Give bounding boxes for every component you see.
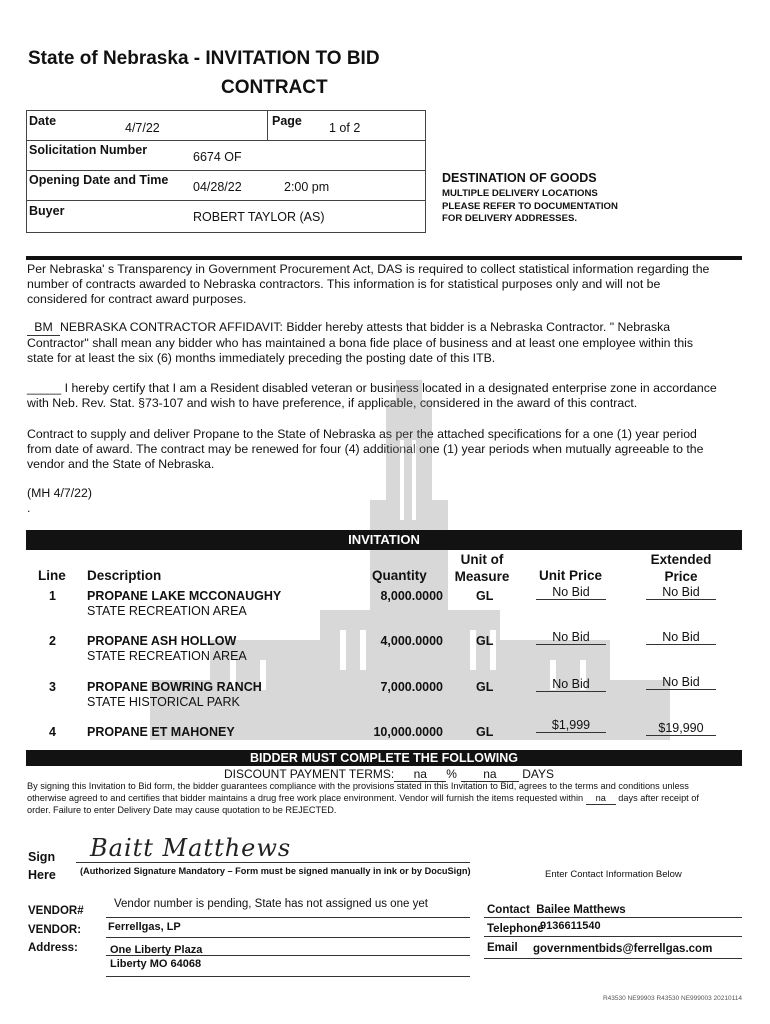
page-value: 1 of 2 — [329, 121, 361, 135]
address-field[interactable]: One Liberty Plaza Liberty MO 64068 — [110, 944, 203, 970]
revision-dot: . — [27, 501, 31, 515]
col-quantity-header: Quantity — [372, 568, 427, 583]
delivery-days-field[interactable]: na — [586, 793, 616, 806]
row-uom: GL — [476, 680, 494, 694]
col-description-header: Description — [87, 568, 162, 583]
vendor-number-value[interactable]: Vendor number is pending, State has not assigned us one yet — [114, 898, 428, 910]
authorized-note: (Authorized Signature Mandatory – Form must be signed manually in ink or by DocuSign) — [80, 866, 471, 876]
document-title: State of Nebraska - INVITATION TO BID — [28, 48, 380, 69]
address-line-1 — [106, 955, 470, 956]
veteran-paragraph: _____ I hereby certify that I am a Resident disabled veteran or business located in a designated enterprise zone in accordance with Neb. Rev. Stat. §73-107 and wish to have preference, if applicable, considered in the award of this contract. — [27, 381, 717, 410]
affidavit-paragraph: BM NEBRASKA CONTRACTOR AFFIDAVIT: Bidder hereby attests that bidder is a Nebraska Contractor. " Nebraska Contractor" shall mean any bidder who has maintained a bona fide place of business and at least one employee within this state for at least the six (6) months immediately preceding the posting date of this ITB. — [27, 320, 694, 365]
signature-line — [76, 862, 470, 863]
extended-price-field[interactable]: $19,990 — [646, 721, 716, 736]
col-extended-price-header: Extended Price — [650, 552, 712, 584]
destination-line: FOR DELIVERY ADDRESSES. — [442, 213, 578, 224]
table-row — [0, 718, 770, 746]
destination-line: MULTIPLE DELIVERY LOCATIONS — [442, 188, 598, 199]
row-uom: GL — [476, 634, 494, 648]
row-description: PROPANE BOWRING RANCH — [87, 680, 262, 694]
email-label: Email — [487, 942, 518, 954]
address-line-2 — [106, 976, 470, 977]
row-quantity: 10,000.0000 — [373, 725, 443, 739]
opening-date: 04/28/22 — [193, 180, 242, 194]
veteran-initials-field[interactable]: _____ — [27, 381, 62, 395]
transparency-paragraph: Per Nebraska' s Transparency in Government Procurement Act, DAS is required to collect statistical information regarding the number of contracts awarded to Nebraska contractors. This information is for statistical purposes only and will not be considered for contract award purposes. — [27, 262, 710, 306]
row-description-sub: STATE RECREATION AREA — [87, 649, 247, 663]
discount-terms: DISCOUNT PAYMENT TERMS: na % na DAYS — [224, 767, 555, 781]
vendor-number-label: VENDOR# — [28, 905, 84, 917]
email-field[interactable]: governmentbids@ferrellgas.com — [533, 943, 713, 955]
destination-details — [442, 188, 618, 226]
bidder-bar: BIDDER MUST COMPLETE THE FOLLOWING — [26, 750, 742, 766]
sign-here-label: Sign Here — [28, 850, 56, 882]
invitation-bar: INVITATION — [26, 530, 742, 550]
opening-label: Opening Date and Time — [29, 173, 169, 187]
signature-field[interactable]: Baitt Matthews — [90, 834, 292, 862]
document-subtitle: CONTRACT — [221, 77, 328, 98]
table-row — [0, 585, 770, 628]
vendor-number-line — [106, 917, 470, 918]
contact-name-field[interactable]: Bailee Matthews — [536, 904, 626, 916]
row-description-sub: STATE RECREATION AREA — [87, 604, 247, 618]
discount-days-field[interactable]: na — [461, 767, 519, 782]
address-label: Address: — [28, 942, 78, 954]
section-divider — [26, 256, 742, 260]
vendor-line — [106, 937, 470, 938]
contact-note: Enter Contact Information Below — [545, 869, 682, 880]
date-label: Date — [29, 114, 57, 128]
unit-price-field[interactable]: $1,999 — [536, 718, 606, 733]
contact-label: Contact — [487, 904, 530, 916]
row-description-sub: STATE HISTORICAL PARK — [87, 695, 240, 709]
row-quantity: 8,000.0000 — [380, 589, 443, 603]
col-line-header: Line — [38, 568, 66, 583]
destination-heading: DESTINATION OF GOODS — [442, 171, 597, 185]
row-line-number: 3 — [49, 680, 56, 694]
discount-label: DISCOUNT PAYMENT TERMS: — [224, 767, 395, 781]
row-description: PROPANE ASH HOLLOW — [87, 634, 237, 648]
col-unit-price-header: Unit Price — [539, 568, 603, 583]
email-line — [484, 958, 742, 959]
row-line-number: 4 — [49, 725, 56, 739]
opening-time: 2:00 pm — [284, 180, 330, 194]
telephone-field[interactable]: 9136611540 — [540, 920, 601, 932]
telephone-line — [484, 936, 742, 937]
row-line-number: 2 — [49, 634, 56, 648]
date-value: 4/7/22 — [125, 121, 160, 135]
buyer-label: Buyer — [29, 204, 65, 218]
info-box — [26, 110, 426, 233]
unit-price-field[interactable]: No Bid — [536, 677, 606, 692]
table-row — [0, 630, 770, 673]
page-label: Page — [272, 114, 302, 128]
discount-percent-field[interactable]: na — [394, 767, 446, 782]
telephone-label: Telephone — [487, 923, 544, 935]
contract-paragraph: Contract to supply and deliver Propane to the State of Nebraska as per the attached specifications for a one (1) year period from date of award. The contract may be renewed for four (4) additional one (1) year periods when mutually agreeable to the vendor and the State of Nebraska. — [27, 427, 704, 471]
revision-note: (MH 4/7/22) — [27, 486, 92, 500]
row-line-number: 1 — [49, 589, 56, 603]
row-quantity: 7,000.0000 — [380, 680, 443, 694]
col-unit-header: Unit of Measure — [454, 552, 510, 584]
extended-price-field[interactable]: No Bid — [646, 630, 716, 645]
legal-text: By signing this Invitation to Bid form, the bidder guarantees compliance with the provisions stated in this Invitation to Bid, agrees to the terms and conditions unless otherwise agreed to and certifies that bidder maintains a drug free work place environment. Vendor will furnish the items requested within na days after receipt of order. Failure to enter Delivery Date may cause quotation to be REJECTED. — [27, 781, 699, 815]
unit-price-field[interactable]: No Bid — [536, 585, 606, 600]
footer-code: R43530 NE99903 R43530 NE999003 20210114 — [602, 995, 742, 1002]
extended-price-field[interactable]: No Bid — [646, 585, 716, 600]
affidavit-initials-field[interactable]: BM — [27, 320, 60, 336]
vendor-name-field[interactable]: Ferrellgas, LP — [108, 921, 181, 933]
vendor-label: VENDOR: — [28, 924, 82, 936]
row-description: PROPANE ET MAHONEY — [87, 725, 235, 739]
destination-line: PLEASE REFER TO DOCUMENTATION — [442, 200, 618, 212]
row-uom: GL — [476, 725, 494, 739]
buyer-value: ROBERT TAYLOR (AS) — [193, 210, 325, 224]
contact-row — [487, 904, 626, 916]
contact-line — [484, 917, 742, 918]
table-row — [0, 675, 770, 719]
row-quantity: 4,000.0000 — [380, 634, 443, 648]
solicitation-label: Solicitation Number — [29, 143, 148, 157]
row-description: PROPANE LAKE MCCONAUGHY — [87, 589, 282, 603]
unit-price-field[interactable]: No Bid — [536, 630, 606, 645]
row-uom: GL — [476, 589, 494, 603]
days-label: DAYS — [522, 767, 555, 781]
solicitation-value: 6674 OF — [193, 150, 242, 164]
extended-price-field[interactable]: No Bid — [646, 675, 716, 690]
